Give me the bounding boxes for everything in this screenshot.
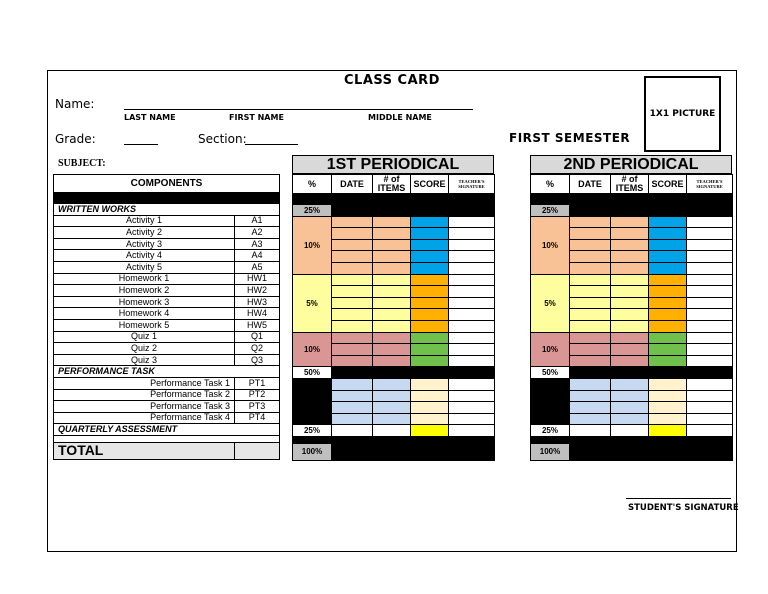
signature-cell[interactable] [449, 413, 495, 425]
section-line[interactable] [245, 144, 298, 145]
date-cell[interactable] [570, 344, 611, 356]
date-cell[interactable] [570, 355, 611, 367]
score-cell[interactable] [649, 274, 687, 286]
signature-cell[interactable] [687, 251, 733, 263]
activity-weight: 10% [293, 216, 332, 274]
signature-cell[interactable] [687, 274, 733, 286]
total-label: TOTAL [54, 442, 235, 459]
date-cell[interactable] [332, 344, 373, 356]
signature-cell[interactable] [449, 251, 495, 263]
component-code: Q1 [235, 331, 280, 343]
items-cell[interactable] [611, 216, 649, 228]
items-cell[interactable] [373, 378, 411, 390]
date-cell[interactable] [570, 239, 611, 251]
score-cell[interactable] [649, 228, 687, 240]
task-name: Performance Task 4 [54, 412, 235, 424]
date-cell[interactable] [570, 216, 611, 228]
quarterly-weight: 25% [293, 425, 332, 437]
date-cell[interactable] [332, 332, 373, 344]
periodical-title: 2ND PERIODICAL [530, 155, 732, 174]
score-cell[interactable] [411, 402, 449, 414]
date-cell[interactable] [570, 274, 611, 286]
signature-cell[interactable] [449, 274, 495, 286]
items-cell[interactable] [373, 286, 411, 298]
second-periodical [530, 155, 732, 461]
picture-label: 1X1 PICTURE [649, 109, 716, 119]
component-code: A1 [235, 215, 280, 227]
card-title: CLASS CARD [344, 73, 440, 88]
task-name: Performance Task 2 [54, 389, 235, 401]
signature-cell[interactable] [449, 402, 495, 414]
component-name: Activity 5 [54, 261, 235, 273]
written-works-label: WRITTEN WORKS [54, 204, 280, 216]
items-cell[interactable] [611, 390, 649, 402]
semester-label: FIRST SEMESTER [509, 131, 631, 145]
task-name: Performance Task 3 [54, 401, 235, 413]
name-line[interactable] [124, 109, 473, 110]
items-cell[interactable] [373, 251, 411, 263]
signature-cell[interactable] [687, 216, 733, 228]
score-cell[interactable] [411, 216, 449, 228]
component-code: Q2 [235, 343, 280, 355]
name-label: Name: [55, 97, 95, 111]
col-date: DATE [570, 175, 611, 194]
signature-cell[interactable] [687, 286, 733, 298]
col-pct: % [293, 175, 332, 194]
date-cell[interactable] [332, 425, 373, 437]
date-cell[interactable] [332, 228, 373, 240]
date-cell[interactable] [332, 309, 373, 321]
activity-weight: 10% [531, 216, 570, 274]
signature-cell[interactable] [687, 378, 733, 390]
date-cell[interactable] [570, 309, 611, 321]
last-name-caption: LAST NAME [124, 113, 176, 122]
items-cell[interactable] [373, 413, 411, 425]
date-cell[interactable] [570, 320, 611, 332]
signature-cell[interactable] [449, 344, 495, 356]
first-periodical [292, 155, 494, 461]
signature-cell[interactable] [449, 309, 495, 321]
items-cell[interactable] [373, 239, 411, 251]
task-code: PT3 [235, 401, 280, 413]
signature-cell[interactable] [687, 239, 733, 251]
items-cell[interactable] [611, 344, 649, 356]
score-cell[interactable] [649, 320, 687, 332]
total-weight: 100% [531, 443, 570, 460]
date-cell[interactable] [332, 413, 373, 425]
items-cell[interactable] [373, 274, 411, 286]
items-cell[interactable] [611, 332, 649, 344]
component-name: Homework 1 [54, 273, 235, 285]
items-cell[interactable] [611, 274, 649, 286]
items-cell[interactable] [373, 344, 411, 356]
component-name: Activity 3 [54, 238, 235, 250]
score-cell[interactable] [411, 344, 449, 356]
periodical-table [530, 174, 733, 461]
signature-cell[interactable] [687, 344, 733, 356]
date-cell[interactable] [332, 274, 373, 286]
component-name: Quiz 3 [54, 354, 235, 366]
items-cell[interactable] [611, 413, 649, 425]
component-code: HW4 [235, 308, 280, 320]
score-cell[interactable] [649, 251, 687, 263]
score-cell[interactable] [411, 228, 449, 240]
component-name: Homework 4 [54, 308, 235, 320]
signature-cell[interactable] [449, 332, 495, 344]
performance-weight: 50% [531, 367, 570, 379]
signature-cell[interactable] [687, 320, 733, 332]
date-cell[interactable] [332, 239, 373, 251]
score-cell[interactable] [411, 378, 449, 390]
signature-cell[interactable] [687, 413, 733, 425]
items-cell[interactable] [373, 425, 411, 437]
score-cell[interactable] [411, 413, 449, 425]
score-cell[interactable] [649, 378, 687, 390]
component-code: A4 [235, 250, 280, 262]
signature-cell[interactable] [449, 320, 495, 332]
score-cell[interactable] [649, 286, 687, 298]
score-cell[interactable] [411, 274, 449, 286]
signature-cell[interactable] [687, 228, 733, 240]
col-signature: TEACHER'S SIGNATURE [687, 175, 733, 194]
date-cell[interactable] [570, 402, 611, 414]
signature-cell[interactable] [687, 332, 733, 344]
items-cell[interactable] [611, 239, 649, 251]
score-cell[interactable] [649, 216, 687, 228]
section-label: Section: [198, 132, 247, 146]
quiz-weight: 10% [531, 332, 570, 367]
periodical-title: 1ST PERIODICAL [292, 155, 494, 174]
first-name-caption: FIRST NAME [229, 113, 284, 122]
score-cell[interactable] [411, 262, 449, 274]
items-cell[interactable] [611, 320, 649, 332]
items-cell[interactable] [373, 262, 411, 274]
items-cell[interactable] [611, 355, 649, 367]
score-cell[interactable] [649, 239, 687, 251]
signature-cell[interactable] [687, 425, 733, 437]
signature-cell[interactable] [449, 286, 495, 298]
task-code: PT2 [235, 389, 280, 401]
task-code: PT4 [235, 412, 280, 424]
date-cell[interactable] [332, 378, 373, 390]
score-cell[interactable] [649, 309, 687, 321]
score-cell[interactable] [411, 251, 449, 263]
task-code: PT1 [235, 377, 280, 389]
items-cell[interactable] [373, 297, 411, 309]
items-cell[interactable] [611, 251, 649, 263]
date-cell[interactable] [332, 262, 373, 274]
items-cell[interactable] [611, 297, 649, 309]
date-cell[interactable] [332, 216, 373, 228]
component-code: Q3 [235, 354, 280, 366]
homework-weight: 5% [293, 274, 332, 332]
col-pct: % [531, 175, 570, 194]
task-name: Performance Task 1 [54, 377, 235, 389]
signature-cell[interactable] [449, 390, 495, 402]
score-cell[interactable] [411, 309, 449, 321]
date-cell[interactable] [332, 390, 373, 402]
col-items: # of ITEMS [373, 175, 411, 194]
score-cell[interactable] [649, 390, 687, 402]
written-weight: 25% [531, 205, 570, 217]
signature-cell[interactable] [687, 355, 733, 367]
grade-line[interactable] [124, 144, 158, 145]
component-code: A5 [235, 261, 280, 273]
periodical-table [292, 174, 495, 461]
component-name: Activity 2 [54, 227, 235, 239]
component-code: HW3 [235, 296, 280, 308]
component-name: Homework 2 [54, 285, 235, 297]
score-cell[interactable] [411, 297, 449, 309]
items-cell[interactable] [611, 378, 649, 390]
items-cell[interactable] [611, 425, 649, 437]
middle-name-caption: MIDDLE NAME [368, 113, 432, 122]
signature-cell[interactable] [449, 355, 495, 367]
component-name: Activity 4 [54, 250, 235, 262]
date-cell[interactable] [570, 413, 611, 425]
component-code: A3 [235, 238, 280, 250]
homework-weight: 5% [531, 274, 570, 332]
score-cell[interactable] [649, 413, 687, 425]
components-table [53, 174, 280, 460]
date-cell[interactable] [570, 286, 611, 298]
quarterly-assessment-label: QUARTERLY ASSESSMENT [54, 424, 280, 436]
col-items: # of ITEMS [611, 175, 649, 194]
component-name: Quiz 1 [54, 331, 235, 343]
signature-cell[interactable] [449, 216, 495, 228]
performance-task-label: PERFORMANCE TASK [54, 366, 280, 378]
items-cell[interactable] [611, 402, 649, 414]
items-cell[interactable] [373, 332, 411, 344]
score-cell[interactable] [649, 297, 687, 309]
date-cell[interactable] [332, 320, 373, 332]
items-cell[interactable] [373, 402, 411, 414]
signature-cell[interactable] [687, 402, 733, 414]
signature-cell[interactable] [687, 390, 733, 402]
quiz-weight: 10% [293, 332, 332, 367]
score-cell[interactable] [411, 390, 449, 402]
score-cell[interactable] [411, 320, 449, 332]
score-cell[interactable] [411, 239, 449, 251]
items-cell[interactable] [611, 262, 649, 274]
subject-label: SUBJECT: [58, 158, 106, 169]
items-cell[interactable] [611, 309, 649, 321]
date-cell[interactable] [332, 402, 373, 414]
score-cell[interactable] [411, 355, 449, 367]
date-cell[interactable] [570, 425, 611, 437]
score-cell[interactable] [649, 402, 687, 414]
student-signature-label: STUDENT'S SIGNATURE [628, 503, 739, 513]
performance-weight: 50% [293, 367, 332, 379]
signature-cell[interactable] [449, 228, 495, 240]
date-cell[interactable] [570, 378, 611, 390]
score-cell[interactable] [411, 425, 449, 437]
col-score: SCORE [411, 175, 449, 194]
signature-cell[interactable] [687, 309, 733, 321]
date-cell[interactable] [332, 355, 373, 367]
signature-cell[interactable] [449, 262, 495, 274]
date-cell[interactable] [332, 251, 373, 263]
date-cell[interactable] [570, 390, 611, 402]
items-cell[interactable] [373, 390, 411, 402]
score-cell[interactable] [649, 425, 687, 437]
date-cell[interactable] [332, 297, 373, 309]
signature-cell[interactable] [687, 262, 733, 274]
component-name: Activity 1 [54, 215, 235, 227]
items-cell[interactable] [611, 228, 649, 240]
date-cell[interactable] [570, 297, 611, 309]
signature-cell[interactable] [449, 425, 495, 437]
score-cell[interactable] [649, 262, 687, 274]
items-cell[interactable] [373, 355, 411, 367]
score-cell[interactable] [649, 355, 687, 367]
component-code: HW2 [235, 285, 280, 297]
items-cell[interactable] [611, 286, 649, 298]
date-cell[interactable] [332, 286, 373, 298]
component-name: Quiz 2 [54, 343, 235, 355]
written-weight: 25% [293, 205, 332, 217]
items-cell[interactable] [373, 320, 411, 332]
date-cell[interactable] [570, 228, 611, 240]
col-score: SCORE [649, 175, 687, 194]
items-cell[interactable] [373, 228, 411, 240]
total-weight: 100% [293, 443, 332, 460]
score-cell[interactable] [411, 286, 449, 298]
component-code: HW1 [235, 273, 280, 285]
date-cell[interactable] [570, 262, 611, 274]
component-name: Homework 5 [54, 319, 235, 331]
components-header: COMPONENTS [54, 175, 280, 193]
quarterly-weight: 25% [531, 425, 570, 437]
date-cell[interactable] [570, 251, 611, 263]
col-signature: TEACHER'S SIGNATURE [449, 175, 495, 194]
component-code: HW5 [235, 319, 280, 331]
grade-label: Grade: [55, 132, 96, 146]
col-date: DATE [332, 175, 373, 194]
date-cell[interactable] [570, 332, 611, 344]
component-code: A2 [235, 227, 280, 239]
picture-box [644, 76, 721, 152]
score-cell[interactable] [411, 332, 449, 344]
component-name: Homework 3 [54, 296, 235, 308]
student-signature-line[interactable] [626, 498, 731, 499]
signature-cell[interactable] [449, 297, 495, 309]
items-cell[interactable] [373, 216, 411, 228]
score-cell[interactable] [649, 344, 687, 356]
signature-cell[interactable] [449, 378, 495, 390]
items-cell[interactable] [373, 309, 411, 321]
signature-cell[interactable] [449, 239, 495, 251]
signature-cell[interactable] [687, 297, 733, 309]
score-cell[interactable] [649, 332, 687, 344]
